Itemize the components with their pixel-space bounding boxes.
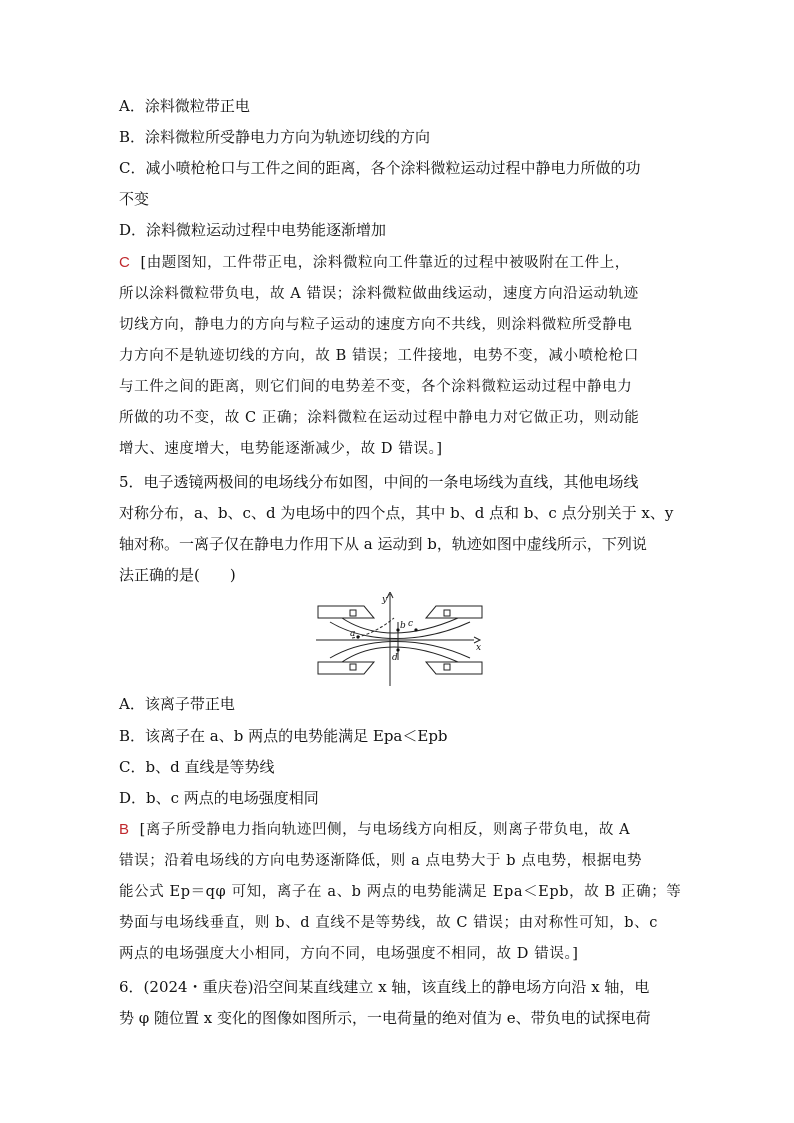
q4-explanation-line: 所做的功不变，故 C 正确；涂料微粒在运动过程中静电力对它做正功，则动能	[119, 410, 640, 426]
q5-explanation-line: 势面与电场线垂直，则 b、d 直线不是等势线，故 C 错误；由对称性可知，b、c	[119, 915, 658, 931]
label-x: x	[476, 643, 482, 653]
bottom-left-electrode	[318, 662, 374, 674]
q5-explanation-line: 两点的电场强度大小相同，方向不同，电场强度不相同，故 D 错误。]	[119, 946, 579, 962]
q4-explanation-line	[119, 253, 630, 273]
q5-option-b: B．该离子在 a、b 两点的电势能满足 Epa＜Epb	[119, 727, 448, 745]
q5-stem-line: 法正确的是( )	[119, 566, 236, 584]
q4-answer-letter: C	[119, 254, 131, 271]
q4-explanation-line: 增大、速度增大，电势能逐渐减少，故 D 错误。]	[119, 441, 443, 457]
explanation-text: [离子所受静电力指向轨迹凹侧，与电场线方向相反，则离子带负电，故 A	[139, 822, 631, 838]
q6-stem-line: 势 φ 随位置 x 变化的图像如图所示，一电荷量的绝对值为 e、带负电的试探电荷	[119, 1009, 651, 1027]
q5-option-c: C．b、d 直线是等势线	[119, 758, 275, 776]
top-left-electrode	[318, 606, 374, 618]
q5-stem-line: 对称分布，a、b、c、d 为电场中的四个点，其中 b、d 点和 b、c 点分别关于 x、y	[119, 504, 674, 522]
electron-lens-figure	[312, 592, 488, 688]
top-right-electrode	[426, 606, 482, 618]
q5-stem-line: 5．电子透镜两极间的电场线分布如图，中间的一条电场线为直线，其他电场线	[119, 473, 639, 491]
point-c	[414, 628, 417, 631]
field-line	[330, 642, 470, 659]
bottom-right-plate-mark	[444, 664, 450, 670]
label-a: a	[350, 629, 356, 639]
q5-option-d: D．b、c 两点的电场强度相同	[119, 789, 319, 807]
label-d: d	[392, 653, 398, 663]
q4-explanation-line: 与工件之间的距离，则它们间的电势差不变，各个涂料微粒运动过程中静电力	[119, 379, 633, 395]
q4-explanation-line: 所以涂料微粒带负电，故 A 错误；涂料微粒做曲线运动，速度方向沿运动轨迹	[119, 286, 639, 302]
q5-answer-letter: B	[119, 821, 130, 838]
q4-option-c-continued: 不变	[119, 190, 150, 208]
ion-trajectory	[352, 618, 394, 638]
q4-option-c: C．减小喷枪枪口与工件之间的距离，各个涂料微粒运动过程中静电力所做的功	[119, 159, 641, 177]
top-right-plate-mark	[444, 610, 450, 616]
label-c: c	[408, 619, 414, 629]
q5-explanation-line: 能公式 Ep＝qφ 可知，离子在 a、b 两点的电势能满足 Epa＜Epb，故 B 正确；等	[119, 884, 682, 900]
q4-option-d: D．涂料微粒运动过程中电势能逐渐增加	[119, 221, 387, 239]
q5-explanation-line	[119, 820, 630, 840]
q5-explanation-line: 错误；沿着电场线的方向电势逐渐降低，则 a 点电势大于 b 点电势，根据电势	[119, 853, 643, 869]
bottom-right-electrode	[426, 662, 482, 674]
q4-explanation-line: 力方向不是轨迹切线的方向，故 B 错误；工件接地，电势不变，减小喷枪枪口	[119, 348, 639, 364]
point-d	[396, 648, 399, 651]
bottom-left-plate-mark	[350, 664, 356, 670]
explanation-text: [由题图知，工件带正电，涂料微粒向工件靠近的过程中被吸附在工件上，	[140, 255, 630, 271]
label-b: b	[400, 621, 406, 631]
q4-option-b: B．涂料微粒所受静电力方向为轨迹切线的方向	[119, 128, 431, 146]
q4-explanation-line: 切线方向，静电力的方向与粒子运动的速度方向不共线，则涂料微粒所受静电	[119, 317, 633, 333]
top-left-plate-mark	[350, 610, 356, 616]
field-line	[342, 647, 458, 662]
point-a	[356, 635, 359, 638]
label-y: y	[382, 595, 388, 605]
q5-option-a: A．该离子带正电	[119, 695, 235, 713]
q4-option-a: A．涂料微粒带正电	[119, 97, 250, 115]
q6-stem-line: 6．(2024・重庆卷)沿空间某直线建立 x 轴，该直线上的静电场方向沿 x 轴，电	[119, 978, 650, 996]
q5-stem-line: 轴对称。一离子仅在静电力作用下从 a 运动到 b，轨迹如图中虚线所示，下列说	[119, 535, 647, 553]
